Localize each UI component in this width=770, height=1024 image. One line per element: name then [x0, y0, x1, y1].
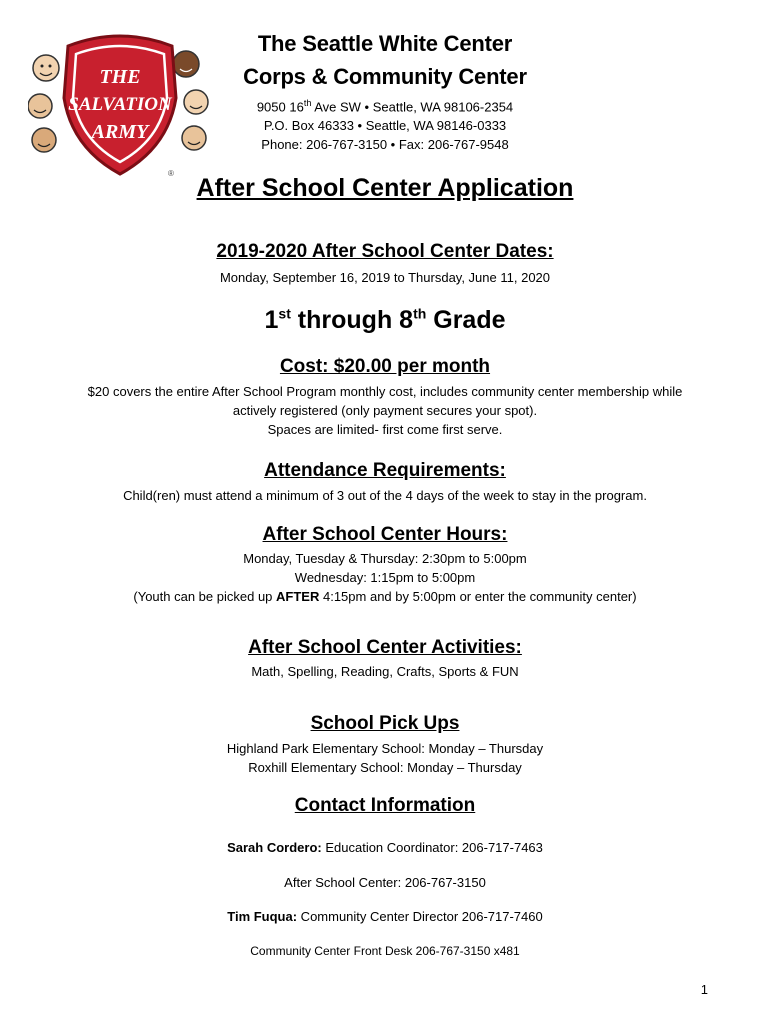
dates-range: Monday, September 16, 2019 to Thursday, June 11, 2020 [219, 270, 551, 285]
org-name-line2: Corps & Community Center [243, 64, 527, 89]
logo-text-the: THE [99, 66, 141, 88]
page-title: After School Center Application [196, 174, 574, 202]
hours-heading: After School Center Hours: [262, 524, 508, 545]
grade-range: 1st through 8th Grade [264, 306, 506, 335]
pickups-list: Highland Park Elementary School: Monday – Thursday Roxhill Elementary School: Monday – Thursday [226, 741, 544, 775]
hours-list: Monday, Tuesday & Thursday: 2:30pm to 5:00pm Wednesday: 1:15pm to 5:00pm (Youth can be picked up AFTER 4:15pm and by 5:00pm or enter the community center) [133, 551, 637, 604]
contact-center: After School Center: 206-767-3150 [284, 875, 486, 890]
logo-text-salvation: SALVATION [68, 94, 172, 115]
cost-description: $20 covers the entire After School Program monthly cost, includes community center membership while actively registered (only payment secures your spot). Spaces are limited- first come first serve. [87, 384, 683, 437]
page-number: 1 [700, 982, 708, 997]
contact-heading: Contact Information [294, 795, 476, 816]
attendance-text: Child(ren) must attend a minimum of 3 out of the 4 days of the week to stay in the program. [123, 488, 647, 503]
phone-fax: Phone: 206-767-3150 • Fax: 206-767-9548 [261, 137, 509, 152]
street-address: 9050 16th Ave SW • Seattle, WA 98106-2354 [256, 98, 514, 115]
contact-sarah: Sarah Cordero: Education Coordinator: 206-717-7463 [227, 840, 543, 855]
contact-front-desk: Community Center Front Desk 206-767-3150 x481 [250, 944, 520, 958]
attendance-heading: Attendance Requirements: [264, 460, 506, 481]
dates-heading: 2019-2020 After School Center Dates: [216, 241, 554, 262]
logo-text-army: ARMY [91, 121, 149, 143]
cost-heading: Cost: $20.00 per month [279, 356, 491, 377]
logo-registered-mark: ® [168, 169, 174, 178]
org-name-line1: The Seattle White Center [257, 31, 513, 56]
contact-tim: Tim Fuqua: Community Center Director 206-717-7460 [227, 909, 543, 924]
po-box-address: P.O. Box 46333 • Seattle, WA 98146-0333 [263, 118, 507, 133]
pickups-heading: School Pick Ups [310, 713, 460, 734]
activities-heading: After School Center Activities: [248, 637, 522, 658]
activities-text: Math, Spelling, Reading, Crafts, Sports & FUN [251, 664, 519, 679]
